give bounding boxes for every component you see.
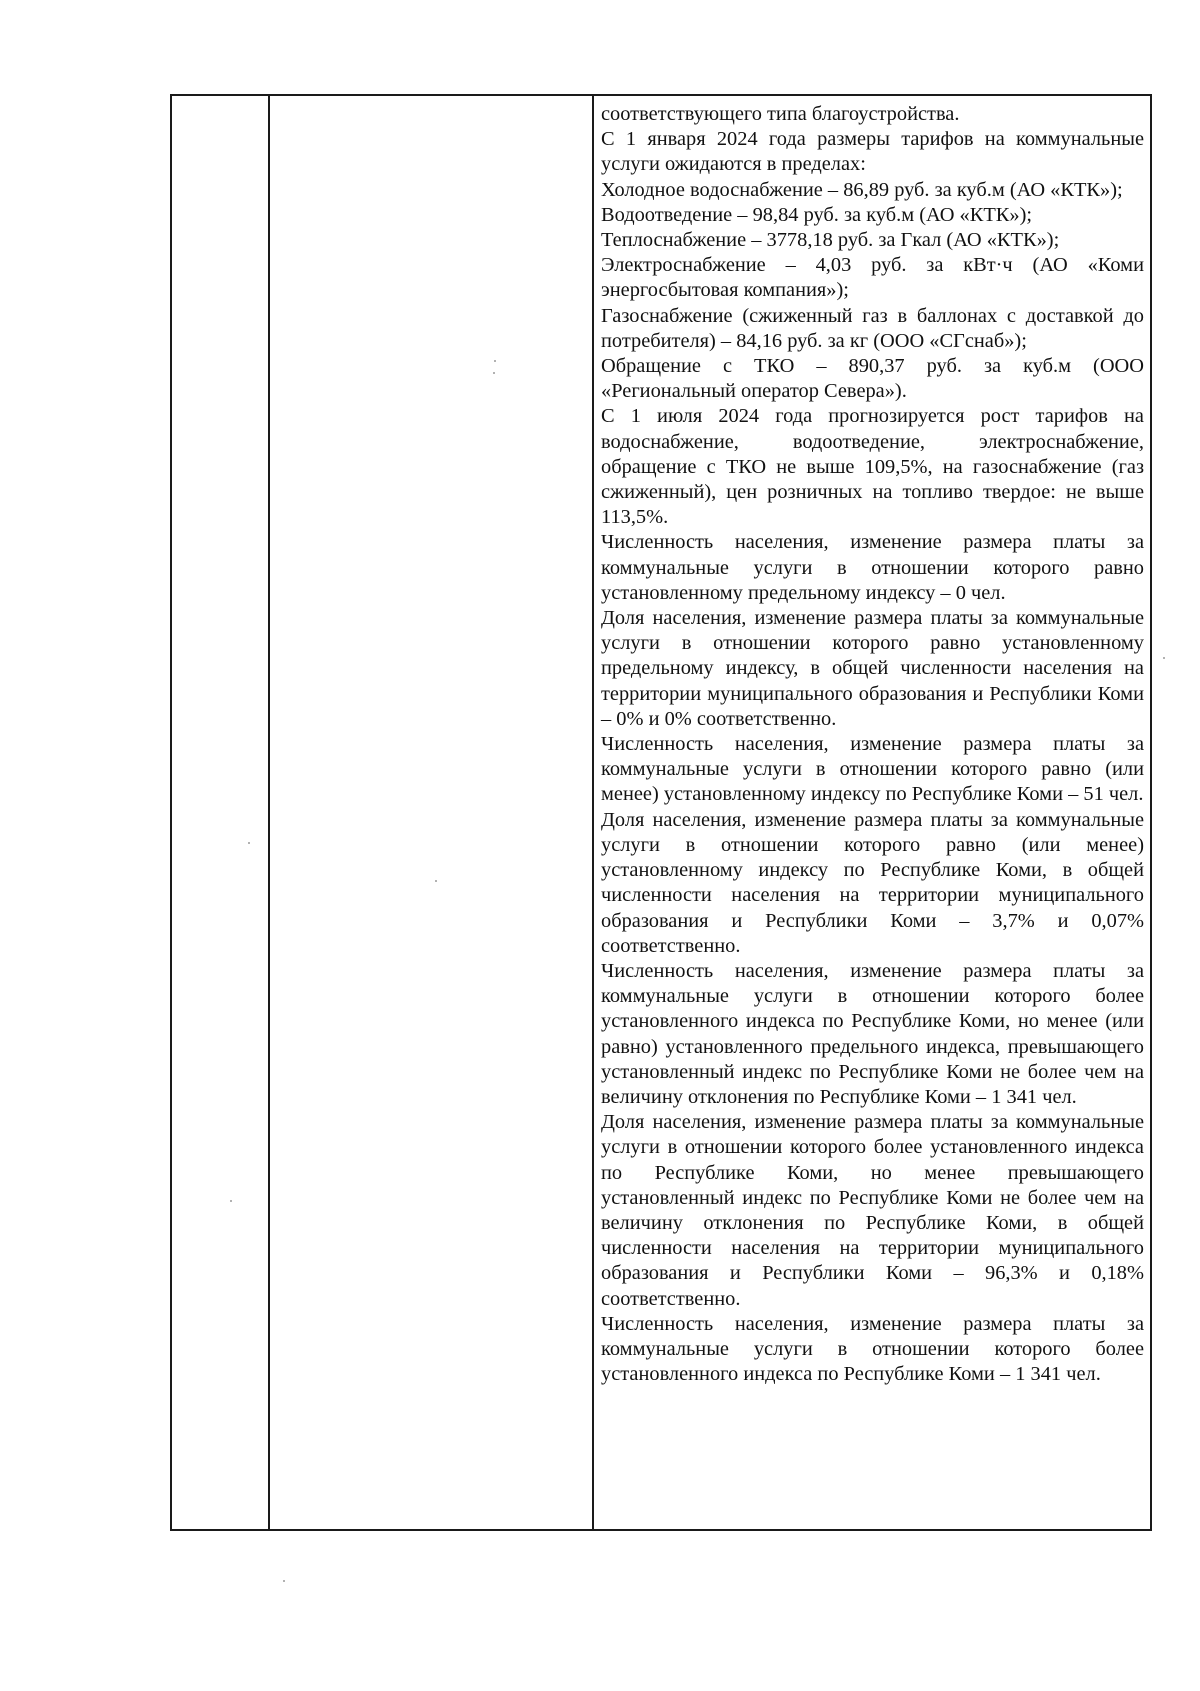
paragraph: Численность населения, изменение размера платы за коммунальные услуги в отношении которого равно (или менее) установленному индексу по Республике Коми – 51 чел. [601,733,1144,806]
table-column-number [172,96,270,1529]
scan-speck [493,372,495,374]
paragraph: Доля населения, изменение размера платы за коммунальные услуги в отношении которого равно (или менее) установленному индексу по Республике Коми, в общей численности населения на территории муниципального образования и Республики Коми – 3,7% и 0,07% соответственно. [601,808,1144,957]
paragraph: Электроснабжение – 4,03 руб. за кВт·ч (АО «Коми энергосбытовая компания»); [601,254,1144,302]
paragraph: Численность населения, изменение размера платы за коммунальные услуги в отношении которого равно установленному предельному индексу – 0 чел. [601,531,1144,604]
paragraph: соответствующего типа благоустройства. [601,103,960,125]
scan-speck [248,842,250,844]
document-table [170,94,1152,1531]
paragraph: Доля населения, изменение размера платы за коммунальные услуги в отношении которого более установленного индекса по Республике Коми, но менее превышающего установленный индекс по Республике Коми не более чем на величину отклонения по Республике Коми, в общей численности населения на территории муниципального образования и Республики Коми – 96,3% и 0,18% соответственно. [601,1111,1144,1310]
scan-speck [230,1200,232,1202]
paragraph: Холодное водоснабжение – 86,89 руб. за куб.м (АО «КТК»); [601,178,1123,201]
table-column-description [594,96,1150,1529]
paragraph: Численность населения, изменение размера платы за коммунальные услуги в отношении которого более установленного индекса по Республике Коми – 1 341 чел. [601,1312,1144,1386]
paragraph: Теплоснабжение – 3778,18 руб. за Гкал (АО «КТК»); [601,229,1060,252]
paragraph: Обращение с ТКО – 890,37 руб. за куб.м (ООО «Региональный оператор Севера»). [601,355,1144,403]
scan-speck [435,880,437,882]
scan-speck [283,1580,285,1582]
paragraph: С 1 июля 2024 года прогнозируется рост тарифов на водоснабжение, водоотведение, электроснабжение, обращение с ТКО не выше 109,5%, на газоснабжение (газ сжиженный), цен розничных на топливо твердое: не выше 113,5%. [601,405,1144,529]
paragraph: Численность населения, изменение размера платы за коммунальные услуги в отношении которого более установленного индекса по Республике Коми, но менее (или равно) установленного предельного индекса, превышающего установленный индекс по Республике Коми не более чем на величину отклонения по Республике Коми – 1 341 чел. [601,959,1144,1108]
paragraph: Газоснабжение (сжиженный газ в баллонах с доставкой до потребителя) – 84,16 руб. за кг (ООО «СГснаб»); [601,304,1144,352]
scan-speck [1163,657,1165,659]
paragraph: С 1 января 2024 года размеры тарифов на коммунальные услуги ожидаются в пределах: [601,128,1144,176]
paragraph: Водоотведение – 98,84 руб. за куб.м (АО «КТК»); [601,203,1033,226]
paragraph: Доля населения, изменение размера платы за коммунальные услуги в отношении которого равно установленному предельному индексу, в общей численности населения на территории муниципального образования и Республики Коми – 0% и 0% соответственно. [601,607,1144,730]
scan-speck [494,360,496,362]
table-column-indicator [270,96,594,1529]
